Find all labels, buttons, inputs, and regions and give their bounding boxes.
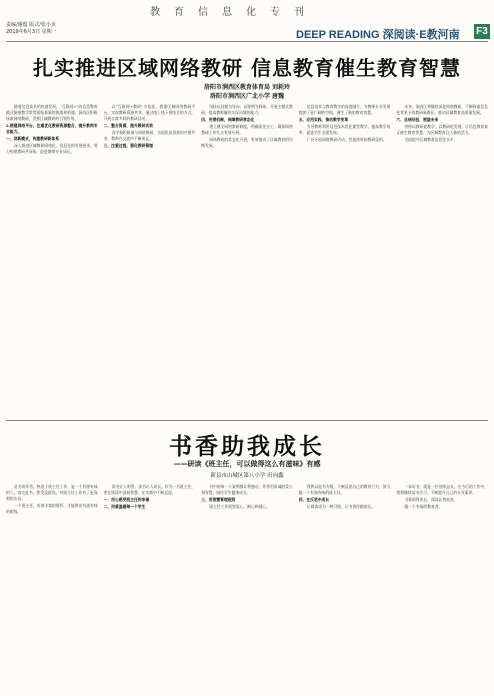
paragraph: 二、用爱温暖每一个学生 (103, 504, 146, 509)
paragraph: 网络教研的常态化开展，有效推动了区域教育的均衡发展。 (201, 137, 293, 148)
article2-headline: 书香助我成长 (169, 433, 325, 460)
paragraph: 各学校积极参与网络教研，实现优质资源的共建共享，教师在交流中不断成长。 (103, 130, 196, 141)
paragraph: 书中的每一个案例都让我感动，作者用真诚的爱心和智慧，陪伴学生健康成长。 (201, 484, 293, 495)
paragraph: 全面提升区域教育信息化水平。 (404, 137, 458, 142)
article1-column (104, 104, 196, 416)
date-line: 2019年6月3日 星期一 (6, 29, 57, 35)
paragraph: 坚持以问题为导向，以课例为载体，开展主题式教研，提高教师解决实际问题的能力。 (201, 104, 293, 115)
article1-byline-2: 洛阳市涧西区广北小学 唐魏 (209, 93, 285, 100)
paragraph: 五、应用实践，推动教学变革 (298, 117, 349, 122)
paragraph: 让阅读成为一种习惯，让书香伴随成长。 (306, 504, 376, 509)
article2-subtitle: ——研读《班主任，可以做得这么有滋味》有感 (173, 460, 321, 468)
paragraph: 一本好书，就是一位良师益友。在今后的工作中，我将继续读书学习，不断提升自己的专业素养。 (396, 484, 488, 495)
paragraph: 三、注重过程，强化教研管理 (103, 143, 153, 148)
paragraph: 书香助我成长，阅读让我收获。 (404, 497, 458, 502)
article1-column (6, 104, 98, 416)
paragraph: 四、在反思中成长 (298, 497, 330, 502)
article1-byline-1: 洛阳市涧西区教育体育局 刘耗玲 (203, 84, 291, 91)
article1-column (201, 104, 293, 416)
article2-column (201, 484, 293, 690)
article2-column (104, 484, 196, 690)
paragraph: 坚持以教研促教学，以教研促发展，让信息教育真正催生教育智慧，为区域教育注入新的活力。 (396, 124, 488, 135)
paragraph: 未来，涧西区将继续深化网络教研，不断探索信息化背景下的教研新路径，推动区域教育高质量发展。 (396, 104, 488, 115)
article1-column (396, 104, 488, 416)
paragraph: 我将以此书为镜，不断反思自己的教育行为，努力做一个有滋有味的班主任。 (298, 484, 391, 495)
article2-byline: 新县市山城区第八小学 田向鑫 (210, 473, 284, 479)
article2-column (299, 484, 391, 690)
paragraph: 做一个幸福的教育者。 (404, 504, 443, 509)
paragraph: 班主任工作需要爱心、耐心和细心。 (209, 504, 270, 509)
section-title: DEEP READING 深阅读·E教河南 (296, 29, 460, 41)
page-number: F3 (474, 24, 490, 39)
paragraph: 一、用心感受班主任的幸福 (103, 497, 150, 502)
header-rule (6, 41, 488, 42)
page-header (0, 0, 494, 40)
article1-headline: 扎实推进区域网络教研 信息教育催生教育智慧 (33, 56, 461, 80)
editor-line: 责编/谢蕴 版式/张小贞 (6, 22, 56, 28)
banner-title: 教育信息化专刊 (150, 7, 318, 18)
article2-column (6, 484, 98, 690)
article1-body (6, 104, 488, 416)
paragraph: 信息技术与教育教学的深度融合，为教师专业发展提供了更广阔的空间，催生了新的教育智慧。 (298, 104, 391, 115)
paragraph: 引导教师利用信息技术优化课堂教学，提高教学效率，促进学生全面发展。 (298, 124, 391, 135)
paragraph: 六、总结经验，展望未来 (396, 117, 439, 122)
paragraph: 一、创新模式，构建教研新体系 (6, 136, 60, 141)
paragraph: 以“互联网+教研”为依托，搭建区域网络教研平台，实现教研资源共享。通过线上线下相结合的方式，开展丰富多彩的教研活动。 (103, 104, 196, 121)
paragraph: 一个班主任，有着丰富的情怀，才能带出有滋有味的班级。 (6, 503, 98, 514)
issue-meta (6, 22, 57, 36)
article1-column (299, 104, 391, 416)
paragraph: 读书让人明智，读书让人成长。作为一名班主任，要在阅读中汲取智慧，在实践中不断反思。 (103, 484, 196, 495)
article-divider (6, 420, 488, 421)
article2-body (6, 484, 488, 690)
paragraph: 深入推进区域教研网络化、信息化的发展要求，努力构建教研共同体，促进教师专业成长。 (6, 143, 98, 154)
paragraph: 2.搭建网络平台，注重优化教研资源整合，提升教师专业能力。 (6, 123, 98, 134)
paragraph: 随着信息技术的快速发展，“互联网+”的信息教育模式倒推教学常常面临着新的挑战和机遇。涧西区积极探索网络教研，发挥区域教研的引领作用。 (6, 104, 98, 121)
paragraph: 二、整合资源，提升教研实效 (103, 123, 153, 128)
paragraph: 四、完善机制，保障教研常态化 (201, 117, 255, 122)
paragraph: 三、用智慧管理班级 (201, 497, 236, 502)
paragraph: 广泛开展网络教研活动，营造浓厚的教研氛围。 (306, 137, 387, 142)
paragraph: 建立健全网络教研制度，明确责任分工，确保网络教研工作扎实有效开展。 (201, 124, 293, 135)
paragraph: 此书的作者，热衷于班主任工作，是一个有滋有味的人。读完此书，我受益匪浅，对班主任工作有了更深刻的认识。 (6, 484, 98, 501)
article2-column (396, 484, 488, 690)
